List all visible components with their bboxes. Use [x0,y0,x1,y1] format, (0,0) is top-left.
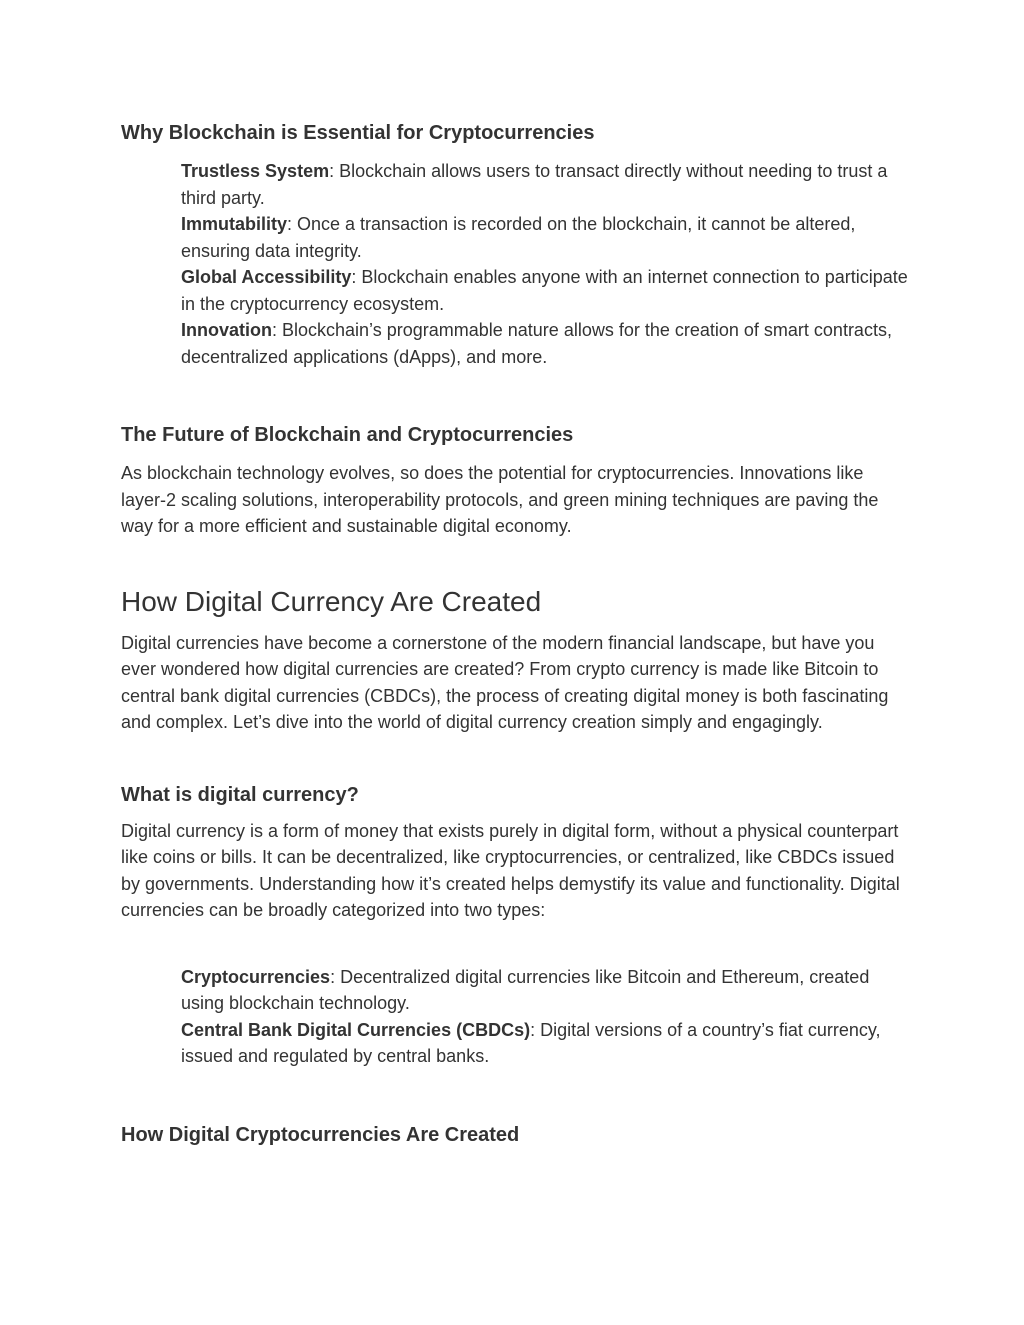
digital-currency-paragraph: Digital currency is a form of money that exists purely in digital form, without a physical counterpart like coins or bills. It can be decentralized, like cryptocurrencies, or centralized, like CBDCs issued by governments. Understanding how it’s created helps demystify its value and functionality. Digital currencies can be broadly categorized into two types: [121,820,900,920]
list-item-term: Immutability [181,214,288,234]
document-content [121,118,911,1150]
list-item [181,1017,911,1070]
list-item [181,317,911,370]
list-item-text: : Blockchain allows users to transact directly without needing to trust a third party. [181,161,888,208]
list-item-text: : Decentralized digital currencies like Bitcoin and Ethereum, created using blockchain technology. [181,966,870,1013]
list-item-text: : Once a transaction is recorded on the blockchain, it cannot be altered, ensuring data integrity. [181,214,856,261]
list-item-text: : Blockchain enables anyone with an internet connection to participate in the cryptocurrency ecosystem. [181,267,908,314]
list-item [181,211,911,264]
list-item [181,264,911,317]
list-item-text: : Blockchain’s programmable nature allows for the creation of smart contracts, decentralized applications (dApps), and more. [181,320,892,367]
future-paragraph: As blockchain technology evolves, so does the potential for cryptocurrencies. Innovations like layer-2 scaling solutions, interoperability protocols, and green mining techniques are paving the way for a more efficient and sustainable digital economy. [121,463,879,536]
heading-what-is-digital-currency: What is digital currency? [121,783,359,806]
heading-why-blockchain: Why Blockchain is Essential for Cryptocurrencies [121,122,595,144]
list-item [181,158,911,211]
intro-paragraph: Digital currencies have become a cornerstone of the modern financial landscape, but have you ever wondered how digital currencies are created? From crypto currency is made like Bitcoin to central bank digital currencies (CBDCs), the process of creating digital money is both fascinating and complex. Let’s dive into the world of digital currency creation simply and engagingly. [121,632,889,732]
currency-types-list [121,964,911,1070]
heading-how-digital-currency-created: How Digital Currency Are Created [121,585,542,617]
blockchain-benefits-list [121,158,911,370]
heading-how-cryptocurrencies-created: How Digital Cryptocurrencies Are Created [121,1123,520,1146]
list-item-term: Cryptocurrencies [181,966,331,987]
list-item-term: Trustless System [181,161,330,181]
list-item-term: Innovation [181,320,272,340]
heading-future-blockchain: The Future of Blockchain and Cryptocurrencies [121,424,574,446]
list-item-text: : Digital versions of a country’s fiat currency, issued and regulated by central banks. [181,1019,881,1066]
list-item-term: Central Bank Digital Currencies (CBDCs) [181,1019,531,1040]
list-item [181,964,911,1017]
list-item-term: Global Accessibility [181,267,352,287]
